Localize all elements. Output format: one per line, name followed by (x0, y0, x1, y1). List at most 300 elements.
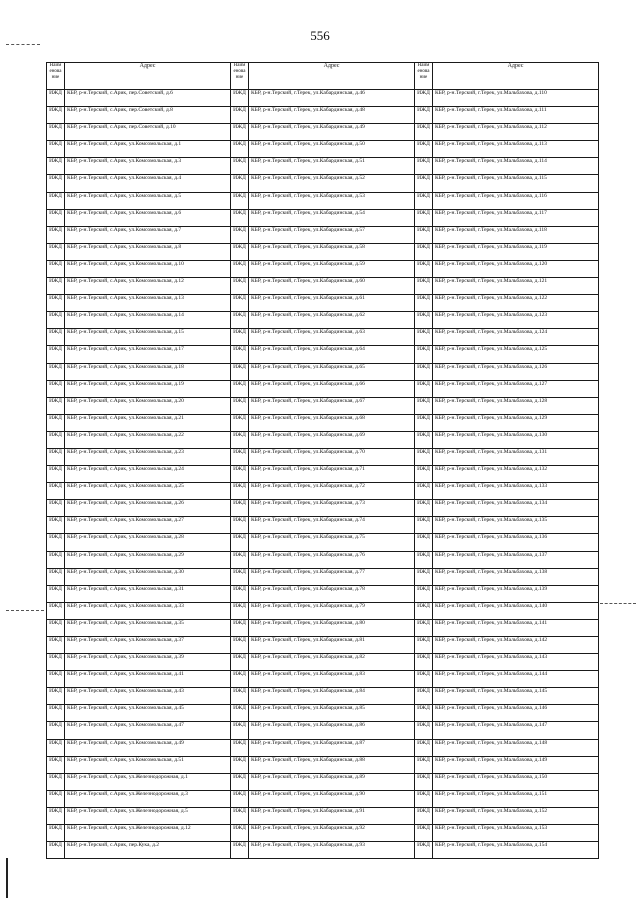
table-row (47, 209, 599, 226)
address-cell: КБР, р-н.Терский, г.Терек, ул.Кабардинская, д.82 (249, 654, 415, 671)
building-type-cell: ИЖД (415, 807, 433, 824)
address-cell: КБР, р-н.Терский, г.Терек, ул.Кабардинская, д.61 (249, 295, 415, 312)
address-cell: КБР, р-н.Терский, г.Терек, ул.Мальбахова, д.143 (433, 654, 599, 671)
building-type-cell: ИЖД (231, 380, 249, 397)
address-cell: КБР, р-н.Терский, г.Терек, ул.Мальбахова, д.139 (433, 585, 599, 602)
building-type-cell: ИЖД (231, 790, 249, 807)
building-type-cell: ИЖД (47, 517, 65, 534)
address-cell: КБР, р-н.Терский, г.Терек, ул.Кабардинская, д.85 (249, 705, 415, 722)
table-row (47, 654, 599, 671)
building-type-cell: ИЖД (231, 722, 249, 739)
building-type-cell: ИЖД (231, 192, 249, 209)
address-cell: КБР, р-н.Терский, с.Арик, ул.Комсомольская, д.1 (65, 141, 231, 158)
building-type-cell: ИЖД (231, 637, 249, 654)
table-row (47, 466, 599, 483)
address-cell: КБР, р-н.Терский, г.Терек, ул.Мальбахова, д.152 (433, 807, 599, 824)
table-row (47, 312, 599, 329)
address-cell: КБР, р-н.Терский, с.Арик, ул.Комсомольская, д.45 (65, 705, 231, 722)
address-cell: КБР, р-н.Терский, с.Арик, ул.Комсомольская, д.39 (65, 654, 231, 671)
building-type-cell: ИЖД (415, 722, 433, 739)
building-type-cell: ИЖД (47, 260, 65, 277)
address-cell: КБР, р-н.Терский, г.Терек, ул.Кабардинская, д.84 (249, 688, 415, 705)
building-type-cell: ИЖД (47, 756, 65, 773)
building-type-cell: ИЖД (415, 448, 433, 465)
building-type-cell: ИЖД (415, 483, 433, 500)
kind-header: Наим енова ние (231, 63, 249, 90)
building-type-cell: ИЖД (231, 807, 249, 824)
address-cell: КБР, р-н.Терский, г.Терек, ул.Мальбахова, д.122 (433, 295, 599, 312)
building-type-cell: ИЖД (47, 295, 65, 312)
table-row (47, 773, 599, 790)
address-cell: КБР, р-н.Терский, г.Терек, ул.Мальбахова, д.118 (433, 226, 599, 243)
building-type-cell: ИЖД (415, 551, 433, 568)
building-type-cell: ИЖД (47, 500, 65, 517)
building-type-cell: ИЖД (415, 688, 433, 705)
address-cell: КБР, р-н.Терский, г.Терек, ул.Мальбахова, д.111 (433, 107, 599, 124)
address-cell: КБР, р-н.Терский, г.Терек, ул.Мальбахова, д.121 (433, 278, 599, 295)
building-type-cell: ИЖД (415, 500, 433, 517)
table-row (47, 448, 599, 465)
address-cell: КБР, р-н.Терский, г.Терек, ул.Мальбахова, д.153 (433, 825, 599, 842)
address-cell: КБР, р-н.Терский, с.Арик, ул.Комсомольская, д.43 (65, 688, 231, 705)
address-cell: КБР, р-н.Терский, г.Терек, ул.Мальбахова, д.117 (433, 209, 599, 226)
address-cell: КБР, р-н.Терский, с.Арик, ул.Комсомольская, д.22 (65, 431, 231, 448)
address-header: Адрес (433, 63, 599, 90)
address-cell: КБР, р-н.Терский, с.Арик, ул.Комсомольская, д.13 (65, 295, 231, 312)
address-cell: КБР, р-н.Терский, г.Терек, ул.Кабардинская, д.57 (249, 226, 415, 243)
address-cell: КБР, р-н.Терский, г.Терек, ул.Кабардинская, д.89 (249, 773, 415, 790)
address-cell: КБР, р-н.Терский, г.Терек, ул.Кабардинская, д.67 (249, 397, 415, 414)
page-number: 556 (310, 28, 330, 43)
address-cell: КБР, р-н.Терский, с.Арик, ул.Комсомольская, д.10 (65, 260, 231, 277)
table-row (47, 739, 599, 756)
table-row (47, 397, 599, 414)
table-row (47, 431, 599, 448)
building-type-cell: ИЖД (47, 585, 65, 602)
address-cell: КБР, р-н.Терский, г.Терек, ул.Кабардинская, д.50 (249, 141, 415, 158)
building-type-cell: ИЖД (47, 842, 65, 859)
address-cell: КБР, р-н.Терский, с.Арик, ул.Железнодорожная, д.12 (65, 825, 231, 842)
address-cell: КБР, р-н.Терский, г.Терек, ул.Кабардинская, д.62 (249, 312, 415, 329)
building-type-cell: ИЖД (231, 671, 249, 688)
building-type-cell: ИЖД (231, 175, 249, 192)
table-row (47, 637, 599, 654)
address-cell: КБР, р-н.Терский, с.Арик, ул.Комсомольская, д.33 (65, 602, 231, 619)
building-type-cell: ИЖД (415, 773, 433, 790)
building-type-cell: ИЖД (231, 500, 249, 517)
building-type-cell: ИЖД (415, 260, 433, 277)
building-type-cell: ИЖД (415, 346, 433, 363)
table-row (47, 483, 599, 500)
address-cell: КБР, р-н.Терский, г.Терек, ул.Кабардинская, д.92 (249, 825, 415, 842)
building-type-cell: ИЖД (47, 602, 65, 619)
address-cell: КБР, р-н.Терский, с.Арик, пер.Советский, д.10 (65, 124, 231, 141)
building-type-cell: ИЖД (47, 654, 65, 671)
table-row (47, 842, 599, 859)
address-cell: КБР, р-н.Терский, г.Терек, ул.Кабардинская, д.73 (249, 500, 415, 517)
building-type-cell: ИЖД (415, 192, 433, 209)
address-cell: КБР, р-н.Терский, с.Арик, ул.Железнодорожная, д.3 (65, 790, 231, 807)
building-type-cell: ИЖД (231, 397, 249, 414)
building-type-cell: ИЖД (231, 773, 249, 790)
address-cell: КБР, р-н.Терский, с.Арик, ул.Комсомольская, д.19 (65, 380, 231, 397)
address-cell: КБР, р-н.Терский, г.Терек, ул.Кабардинская, д.81 (249, 637, 415, 654)
address-cell: КБР, р-н.Терский, г.Терек, ул.Мальбахова, д.150 (433, 773, 599, 790)
address-cell: КБР, р-н.Терский, г.Терек, ул.Мальбахова, д.146 (433, 705, 599, 722)
address-cell: КБР, р-н.Терский, г.Терек, ул.Мальбахова, д.129 (433, 414, 599, 431)
address-cell: КБР, р-н.Терский, г.Терек, ул.Мальбахова, д.144 (433, 671, 599, 688)
building-type-cell: ИЖД (231, 466, 249, 483)
building-type-cell: ИЖД (231, 90, 249, 107)
building-type-cell: ИЖД (415, 790, 433, 807)
building-type-cell: ИЖД (415, 329, 433, 346)
address-cell: КБР, р-н.Терский, г.Терек, ул.Мальбахова, д.130 (433, 431, 599, 448)
table-row (47, 90, 599, 107)
table-row (47, 790, 599, 807)
building-type-cell: ИЖД (47, 671, 65, 688)
address-cell: КБР, р-н.Терский, г.Терек, ул.Кабардинская, д.63 (249, 329, 415, 346)
address-cell: КБР, р-н.Терский, г.Терек, ул.Мальбахова, д.138 (433, 568, 599, 585)
address-cell: КБР, р-н.Терский, с.Арик, ул.Комсомольская, д.5 (65, 192, 231, 209)
building-type-cell: ИЖД (231, 825, 249, 842)
address-cell: КБР, р-н.Терский, г.Терек, ул.Кабардинская, д.53 (249, 192, 415, 209)
building-type-cell: ИЖД (415, 278, 433, 295)
address-cell: КБР, р-н.Терский, с.Арик, ул.Комсомольская, д.37 (65, 637, 231, 654)
address-cell: КБР, р-н.Терский, г.Терек, ул.Мальбахова, д.128 (433, 397, 599, 414)
address-cell: КБР, р-н.Терский, г.Терек, ул.Мальбахова, д.136 (433, 534, 599, 551)
address-cell: КБР, р-н.Терский, г.Терек, ул.Мальбахова, д.140 (433, 602, 599, 619)
building-type-cell: ИЖД (415, 363, 433, 380)
address-cell: КБР, р-н.Терский, с.Арик, ул.Комсомольская, д.7 (65, 226, 231, 243)
address-cell: КБР, р-н.Терский, с.Арик, ул.Комсомольская, д.21 (65, 414, 231, 431)
building-type-cell: ИЖД (47, 363, 65, 380)
address-cell: КБР, р-н.Терский, г.Терек, ул.Мальбахова, д.114 (433, 158, 599, 175)
building-type-cell: ИЖД (231, 619, 249, 636)
address-cell: КБР, р-н.Терский, г.Терек, ул.Мальбахова, д.115 (433, 175, 599, 192)
address-cell: КБР, р-н.Терский, с.Арик, ул.Комсомольская, д.14 (65, 312, 231, 329)
building-type-cell: ИЖД (415, 209, 433, 226)
building-type-cell: ИЖД (231, 842, 249, 859)
building-type-cell: ИЖД (415, 431, 433, 448)
table-row (47, 705, 599, 722)
table-row (47, 825, 599, 842)
building-type-cell: ИЖД (231, 551, 249, 568)
building-type-cell: ИЖД (415, 226, 433, 243)
building-type-cell: ИЖД (47, 278, 65, 295)
building-type-cell: ИЖД (231, 243, 249, 260)
table-row (47, 619, 599, 636)
address-table (46, 62, 599, 859)
building-type-cell: ИЖД (47, 346, 65, 363)
table-row (47, 226, 599, 243)
building-type-cell: ИЖД (47, 141, 65, 158)
building-type-cell: ИЖД (231, 124, 249, 141)
building-type-cell: ИЖД (47, 773, 65, 790)
address-cell: КБР, р-н.Терский, г.Терек, ул.Мальбахова, д.147 (433, 722, 599, 739)
address-cell: КБР, р-н.Терский, г.Терек, ул.Кабардинская, д.90 (249, 790, 415, 807)
building-type-cell: ИЖД (231, 141, 249, 158)
building-type-cell: ИЖД (47, 619, 65, 636)
building-type-cell: ИЖД (47, 397, 65, 414)
address-cell: КБР, р-н.Терский, г.Терек, ул.Кабардинская, д.91 (249, 807, 415, 824)
building-type-cell: ИЖД (47, 90, 65, 107)
building-type-cell: ИЖД (47, 551, 65, 568)
table-row (47, 602, 599, 619)
scan-dash-left (6, 610, 44, 611)
building-type-cell: ИЖД (231, 688, 249, 705)
address-header: Адрес (65, 63, 231, 90)
address-cell: КБР, р-н.Терский, с.Арик, ул.Комсомольская, д.49 (65, 739, 231, 756)
address-cell: КБР, р-н.Терский, г.Терек, ул.Кабардинская, д.48 (249, 107, 415, 124)
table-row (47, 551, 599, 568)
building-type-cell: ИЖД (231, 414, 249, 431)
building-type-cell: ИЖД (415, 619, 433, 636)
building-type-cell: ИЖД (231, 739, 249, 756)
address-cell: КБР, р-н.Терский, с.Арик, ул.Комсомольская, д.30 (65, 568, 231, 585)
building-type-cell: ИЖД (231, 585, 249, 602)
building-type-cell: ИЖД (415, 756, 433, 773)
table-row (47, 756, 599, 773)
building-type-cell: ИЖД (47, 688, 65, 705)
building-type-cell: ИЖД (231, 602, 249, 619)
kind-header: Наим енова ние (415, 63, 433, 90)
address-cell: КБР, р-н.Терский, г.Терек, ул.Кабардинская, д.93 (249, 842, 415, 859)
address-cell: КБР, р-н.Терский, г.Терек, ул.Кабардинская, д.76 (249, 551, 415, 568)
table-row (47, 158, 599, 175)
building-type-cell: ИЖД (415, 295, 433, 312)
table-row (47, 500, 599, 517)
address-cell: КБР, р-н.Терский, с.Арик, ул.Комсомольская, д.4 (65, 175, 231, 192)
address-cell: КБР, р-н.Терский, г.Терек, ул.Мальбахова, д.116 (433, 192, 599, 209)
building-type-cell: ИЖД (415, 705, 433, 722)
building-type-cell: ИЖД (415, 380, 433, 397)
building-type-cell: ИЖД (47, 705, 65, 722)
address-cell: КБР, р-н.Терский, г.Терек, ул.Мальбахова, д.142 (433, 637, 599, 654)
building-type-cell: ИЖД (415, 739, 433, 756)
building-type-cell: ИЖД (47, 807, 65, 824)
table-row (47, 346, 599, 363)
table-header-row (47, 63, 599, 90)
building-type-cell: ИЖД (415, 517, 433, 534)
table-row (47, 295, 599, 312)
table-row (47, 534, 599, 551)
address-cell: КБР, р-н.Терский, с.Арик, ул.Комсомольская, д.27 (65, 517, 231, 534)
address-cell: КБР, р-н.Терский, г.Терек, ул.Мальбахова, д.131 (433, 448, 599, 465)
address-cell: КБР, р-н.Терский, с.Арик, ул.Комсомольская, д.12 (65, 278, 231, 295)
address-cell: КБР, р-н.Терский, г.Терек, ул.Кабардинская, д.75 (249, 534, 415, 551)
scan-dash-right (600, 603, 636, 604)
building-type-cell: ИЖД (415, 124, 433, 141)
address-cell: КБР, р-н.Терский, г.Терек, ул.Мальбахова, д.145 (433, 688, 599, 705)
address-cell: КБР, р-н.Терский, г.Терек, ул.Кабардинская, д.59 (249, 260, 415, 277)
address-cell: КБР, р-н.Терский, г.Терек, ул.Кабардинская, д.77 (249, 568, 415, 585)
address-cell: КБР, р-н.Терский, г.Терек, ул.Кабардинская, д.83 (249, 671, 415, 688)
building-type-cell: ИЖД (231, 654, 249, 671)
address-header: Адрес (249, 63, 415, 90)
table-row (47, 568, 599, 585)
building-type-cell: ИЖД (47, 243, 65, 260)
address-cell: КБР, р-н.Терский, г.Терек, ул.Кабардинская, д.54 (249, 209, 415, 226)
building-type-cell: ИЖД (47, 431, 65, 448)
building-type-cell: ИЖД (231, 209, 249, 226)
address-cell: КБР, р-н.Терский, г.Терек, ул.Кабардинская, д.51 (249, 158, 415, 175)
address-cell: КБР, р-н.Терский, г.Терек, ул.Мальбахова, д.125 (433, 346, 599, 363)
building-type-cell: ИЖД (231, 363, 249, 380)
address-cell: КБР, р-н.Терский, г.Терек, ул.Мальбахова, д.135 (433, 517, 599, 534)
address-cell: КБР, р-н.Терский, с.Арик, ул.Комсомольская, д.18 (65, 363, 231, 380)
table-row (47, 688, 599, 705)
table-row (47, 141, 599, 158)
building-type-cell: ИЖД (47, 124, 65, 141)
address-cell: КБР, р-н.Терский, с.Арик, ул.Комсомольская, д.24 (65, 466, 231, 483)
table-row (47, 278, 599, 295)
address-cell: КБР, р-н.Терский, с.Арик, ул.Комсомольская, д.3 (65, 158, 231, 175)
address-cell: КБР, р-н.Терский, г.Терек, ул.Мальбахова, д.123 (433, 312, 599, 329)
address-cell: КБР, р-н.Терский, г.Терек, ул.Кабардинская, д.66 (249, 380, 415, 397)
address-cell: КБР, р-н.Терский, г.Терек, ул.Мальбахова, д.133 (433, 483, 599, 500)
building-type-cell: ИЖД (47, 158, 65, 175)
address-cell: КБР, р-н.Терский, г.Терек, ул.Мальбахова, д.134 (433, 500, 599, 517)
table-row (47, 192, 599, 209)
address-cell: КБР, р-н.Терский, с.Арик, пер.Советский, д.8 (65, 107, 231, 124)
address-cell: КБР, р-н.Терский, г.Терек, ул.Мальбахова, д.127 (433, 380, 599, 397)
table-row (47, 585, 599, 602)
address-cell: КБР, р-н.Терский, г.Терек, ул.Кабардинская, д.52 (249, 175, 415, 192)
building-type-cell: ИЖД (47, 448, 65, 465)
table-row (47, 329, 599, 346)
building-type-cell: ИЖД (47, 568, 65, 585)
address-cell: КБР, р-н.Терский, с.Арик, ул.Комсомольская, д.25 (65, 483, 231, 500)
address-cell: КБР, р-н.Терский, г.Терек, ул.Мальбахова, д.112 (433, 124, 599, 141)
building-type-cell: ИЖД (231, 705, 249, 722)
building-type-cell: ИЖД (231, 260, 249, 277)
address-cell: КБР, р-н.Терский, с.Арик, ул.Комсомольская, д.15 (65, 329, 231, 346)
address-cell: КБР, р-н.Терский, г.Терек, ул.Мальбахова, д.113 (433, 141, 599, 158)
address-cell: КБР, р-н.Терский, с.Арик, ул.Комсомольская, д.51 (65, 756, 231, 773)
building-type-cell: ИЖД (231, 756, 249, 773)
building-type-cell: ИЖД (415, 602, 433, 619)
building-type-cell: ИЖД (47, 466, 65, 483)
building-type-cell: ИЖД (47, 414, 65, 431)
building-type-cell: ИЖД (415, 671, 433, 688)
address-cell: КБР, р-н.Терский, с.Арик, ул.Комсомольская, д.28 (65, 534, 231, 551)
address-cell: КБР, р-н.Терский, г.Терек, ул.Мальбахова, д.132 (433, 466, 599, 483)
building-type-cell: ИЖД (231, 431, 249, 448)
building-type-cell: ИЖД (231, 568, 249, 585)
table-row (47, 380, 599, 397)
address-cell: КБР, р-н.Терский, с.Арик, ул.Комсомольская, д.23 (65, 448, 231, 465)
kind-header: Наим енова ние (47, 63, 65, 90)
address-cell: КБР, р-н.Терский, г.Терек, ул.Кабардинская, д.71 (249, 466, 415, 483)
address-cell: КБР, р-н.Терский, г.Терек, ул.Кабардинская, д.80 (249, 619, 415, 636)
building-type-cell: ИЖД (47, 226, 65, 243)
table-row (47, 671, 599, 688)
building-type-cell: ИЖД (415, 825, 433, 842)
building-type-cell: ИЖД (231, 448, 249, 465)
building-type-cell: ИЖД (47, 825, 65, 842)
address-cell: КБР, р-н.Терский, г.Терек, ул.Кабардинская, д.49 (249, 124, 415, 141)
building-type-cell: ИЖД (231, 517, 249, 534)
scan-edge-mark (6, 858, 8, 898)
address-cell: КБР, р-н.Терский, с.Арик, ул.Комсомольская, д.31 (65, 585, 231, 602)
building-type-cell: ИЖД (415, 90, 433, 107)
table-row (47, 260, 599, 277)
address-cell: КБР, р-н.Терский, г.Терек, ул.Кабардинская, д.58 (249, 243, 415, 260)
building-type-cell: ИЖД (47, 312, 65, 329)
building-type-cell: ИЖД (47, 107, 65, 124)
address-cell: КБР, р-н.Терский, с.Арик, пер.Советский, д.6 (65, 90, 231, 107)
address-cell: КБР, р-н.Терский, г.Терек, ул.Мальбахова, д.124 (433, 329, 599, 346)
address-cell: КБР, р-н.Терский, с.Арик, ул.Комсомольская, д.17 (65, 346, 231, 363)
address-cell: КБР, р-н.Терский, г.Терек, ул.Мальбахова, д.137 (433, 551, 599, 568)
table-row (47, 124, 599, 141)
address-cell: КБР, р-н.Терский, с.Арик, ул.Комсомольская, д.6 (65, 209, 231, 226)
building-type-cell: ИЖД (47, 790, 65, 807)
building-type-cell: ИЖД (231, 329, 249, 346)
building-type-cell: ИЖД (415, 141, 433, 158)
address-cell: КБР, р-н.Терский, г.Терек, ул.Кабардинская, д.87 (249, 739, 415, 756)
address-cell: КБР, р-н.Терский, с.Арик, ул.Железнодорожная, д.1 (65, 773, 231, 790)
building-type-cell: ИЖД (47, 637, 65, 654)
address-cell: КБР, р-н.Терский, г.Терек, ул.Кабардинская, д.74 (249, 517, 415, 534)
building-type-cell: ИЖД (415, 107, 433, 124)
building-type-cell: ИЖД (415, 842, 433, 859)
building-type-cell: ИЖД (415, 637, 433, 654)
table-row (47, 363, 599, 380)
building-type-cell: ИЖД (415, 243, 433, 260)
table-row (47, 243, 599, 260)
building-type-cell: ИЖД (231, 483, 249, 500)
building-type-cell: ИЖД (47, 739, 65, 756)
address-cell: КБР, р-н.Терский, г.Терек, ул.Кабардинская, д.78 (249, 585, 415, 602)
building-type-cell: ИЖД (415, 568, 433, 585)
building-type-cell: ИЖД (47, 483, 65, 500)
address-cell: КБР, р-н.Терский, г.Терек, ул.Кабардинская, д.46 (249, 90, 415, 107)
address-cell: КБР, р-н.Терский, г.Терек, ул.Кабардинская, д.86 (249, 722, 415, 739)
address-cell: КБР, р-н.Терский, г.Терек, ул.Мальбахова, д.141 (433, 619, 599, 636)
address-cell: КБР, р-н.Терский, г.Терек, ул.Кабардинская, д.79 (249, 602, 415, 619)
scan-dash-top-left (6, 44, 40, 45)
address-cell: КБР, р-н.Терский, с.Арик, ул.Комсомольская, д.47 (65, 722, 231, 739)
building-type-cell: ИЖД (415, 158, 433, 175)
address-cell: КБР, р-н.Терский, г.Терек, ул.Мальбахова, д.148 (433, 739, 599, 756)
table-row (47, 107, 599, 124)
address-cell: КБР, р-н.Терский, г.Терек, ул.Кабардинская, д.65 (249, 363, 415, 380)
building-type-cell: ИЖД (231, 346, 249, 363)
building-type-cell: ИЖД (47, 209, 65, 226)
building-type-cell: ИЖД (415, 312, 433, 329)
table-row (47, 517, 599, 534)
building-type-cell: ИЖД (415, 466, 433, 483)
building-type-cell: ИЖД (415, 175, 433, 192)
building-type-cell: ИЖД (231, 295, 249, 312)
address-cell: КБР, р-н.Терский, г.Терек, ул.Кабардинская, д.64 (249, 346, 415, 363)
building-type-cell: ИЖД (231, 312, 249, 329)
building-type-cell: ИЖД (47, 534, 65, 551)
address-cell: КБР, р-н.Терский, с.Арик, ул.Комсомольская, д.29 (65, 551, 231, 568)
building-type-cell: ИЖД (231, 107, 249, 124)
address-cell: КБР, р-н.Терский, с.Арик, ул.Комсомольская, д.35 (65, 619, 231, 636)
building-type-cell: ИЖД (415, 654, 433, 671)
address-cell: КБР, р-н.Терский, с.Арик, ул.Комсомольская, д.26 (65, 500, 231, 517)
address-cell: КБР, р-н.Терский, г.Терек, ул.Мальбахова, д.126 (433, 363, 599, 380)
address-cell: КБР, р-н.Терский, с.Арик, ул.Комсомольская, д.41 (65, 671, 231, 688)
building-type-cell: ИЖД (231, 534, 249, 551)
address-cell: КБР, р-н.Терский, г.Терек, ул.Мальбахова, д.149 (433, 756, 599, 773)
table-row (47, 807, 599, 824)
address-cell: КБР, р-н.Терский, г.Терек, ул.Мальбахова, д.154 (433, 842, 599, 859)
building-type-cell: ИЖД (47, 380, 65, 397)
